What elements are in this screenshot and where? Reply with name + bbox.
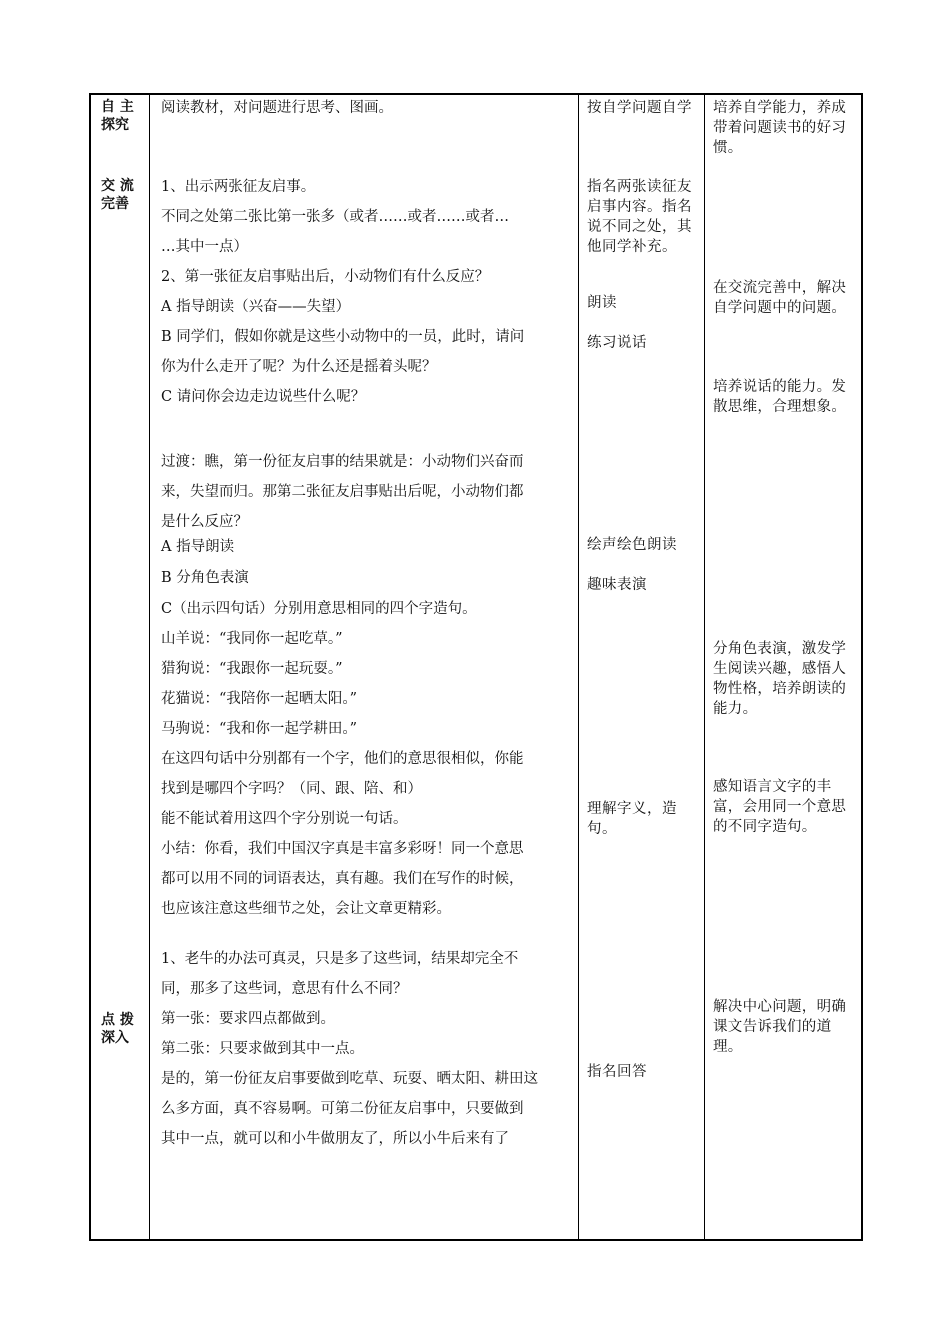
student-activity: 指名回答	[587, 1064, 647, 1080]
student-activity: 趣味表演	[587, 577, 647, 593]
student-activity: 练习说话	[587, 335, 647, 351]
content-line: 来，失望而归。那第二张征友启事贴出后呢，小动物们都	[161, 484, 524, 500]
content-line: 找到是哪四个字吗？（同、跟、陪、和）	[161, 781, 422, 797]
content-line: 马驹说：“我和你一起学耕田。”	[161, 721, 358, 737]
content-line: 小结：你看，我们中国汉字真是丰富多彩呀！同一个意思	[161, 841, 524, 857]
design-goal: 解决中心问题，明确课文告诉我们的道理。	[713, 999, 847, 1055]
column-divider-1	[149, 95, 150, 1239]
stage-jiaoliu-line1: 交 流	[101, 178, 134, 194]
column-divider-3	[704, 95, 705, 1239]
content-line: 在这四句话中分别都有一个字，他们的意思很相似，你能	[161, 751, 524, 767]
stage-dianbo-line1: 点 拨	[101, 1012, 134, 1028]
content-line: 1、老牛的办法可真灵，只是多了这些词，结果却完全不	[161, 951, 519, 967]
stage-zizhu-line2: 探究	[101, 117, 129, 133]
content-line: 是的，第一份征友启事要做到吃草、玩耍、晒太阳、耕田这	[161, 1071, 538, 1087]
content-line: 第一张：要求四点都做到。	[161, 1011, 335, 1027]
student-activity: 指名两张读征友启事内容。指名说不同之处，其他同学补充。	[587, 179, 692, 255]
stage-jiaoliu-line2: 完善	[101, 196, 129, 212]
content-line: B 同学们，假如你就是这些小动物中的一员，此时，请问	[161, 329, 525, 345]
content-line: 都可以用不同的词语表达，真有趣。我们在写作的时候，	[161, 871, 524, 887]
design-goal: 培养自学能力，养成带着问题读书的好习惯。	[713, 100, 847, 156]
content-line: 阅读教材，对问题进行思考、图画。	[161, 100, 393, 116]
design-goal: 培养说话的能力。发散思维，合理想象。	[713, 379, 847, 415]
content-line: 猎狗说：“我跟你一起玩耍。”	[161, 661, 343, 677]
design-goal: 在交流完善中，解决自学问题中的问题。	[713, 280, 847, 316]
content-line: 第二张：只要求做到其中一点。	[161, 1041, 364, 1057]
design-goal: 分角色表演，激发学生阅读兴趣，感悟人物性格，培养朗读的能力。	[713, 641, 847, 717]
stage-label-zizhu	[101, 98, 147, 134]
stage-label-dianbo	[101, 1011, 147, 1047]
content-line: A 指导朗读（兴奋——失望）	[161, 299, 351, 315]
student-activity: 朗读	[587, 295, 617, 311]
content-line: 花猫说：“我陪你一起晒太阳。”	[161, 691, 358, 707]
content-line: 你为什么走开了呢？为什么还是摇着头呢？	[161, 359, 437, 375]
student-activity: 按自学问题自学	[587, 100, 692, 116]
content-line: 能不能试着用这四个字分别说一句话。	[161, 811, 408, 827]
content-line: C（出示四句话）分别用意思相同的四个字造句。	[161, 601, 477, 617]
content-line: C 请问你会边走边说些什么呢？	[161, 389, 366, 405]
content-line: 不同之处第二张比第一张多（或者……或者……或者…	[161, 209, 509, 225]
stage-dianbo-line2: 深入	[101, 1030, 129, 1046]
content-line: 同，那多了这些词，意思有什么不同？	[161, 981, 408, 997]
content-line: B 分角色表演	[161, 570, 249, 586]
student-activity: 理解字义，造句。	[587, 801, 677, 837]
content-line: 1、出示两张征友启事。	[161, 179, 316, 195]
content-line: 么多方面，真不容易啊。可第二份征友启事中，只要做到	[161, 1101, 524, 1117]
stage-label-jiaoliu	[101, 177, 147, 213]
student-activity: 绘声绘色朗读	[587, 537, 677, 553]
content-line: 山羊说：“我同你一起吃草。”	[161, 631, 343, 647]
content-line: …其中一点）	[161, 239, 248, 255]
content-line: 也应该注意这些细节之处，会让文章更精彩。	[161, 901, 451, 917]
content-line: 其中一点，就可以和小牛做朋友了，所以小牛后来有了	[161, 1131, 509, 1147]
design-goal: 感知语言文字的丰富，会用同一个意思的不同字造句。	[713, 779, 847, 835]
content-line: 2、第一张征友启事贴出后，小动物们有什么反应？	[161, 269, 490, 285]
content-line: 过渡：瞧，第一份征友启事的结果就是：小动物们兴奋而	[161, 454, 524, 470]
content-line: A 指导朗读	[161, 539, 235, 555]
lesson-plan-table	[89, 93, 863, 1241]
stage-zizhu-line1: 自 主	[101, 99, 134, 115]
content-line: 是什么反应？	[161, 514, 248, 530]
